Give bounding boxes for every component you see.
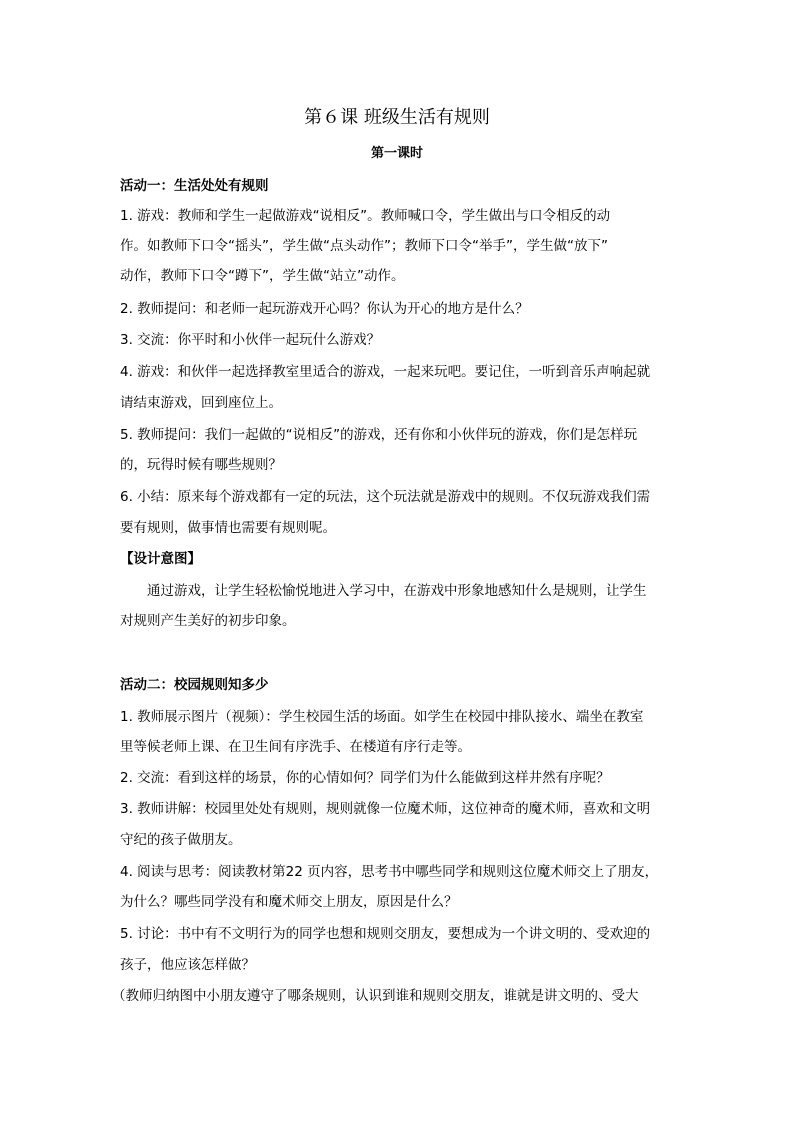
activity2-line: 1. 教师展示图片（视频）：学生校园生活的场面。如学生在校园中排队接水、端坐在教室 [120,709,644,725]
activity1-line: 作。如教师下口令“摇头”，学生做“点头动作”；教师下口令“举手”，学生做“放下” [120,238,608,254]
activity1-heading: 活动一：生活处处有规则 [120,178,269,194]
design-line: 通过游戏，让学生轻松愉悦地进入学习中，在游戏中形象地感知什么是规则，让学生 [120,583,647,599]
activity1-line: 4. 游戏：和伙伴一起选择教室里适合的游戏，一起来玩吧。要记住，一听到音乐声响起就 [120,364,651,380]
activity2-heading: 活动二：校园规则知多少 [120,677,269,693]
activity2-line: 孩子，他应该怎样做？ [120,957,255,973]
activity2-line: 守纪的孩子做朋友。 [120,832,242,848]
activity1-line: 2. 教师提问：和老师一起玩游戏开心吗？你认为开心的地方是什么？ [120,301,529,317]
activity1-line: 6. 小结：原来每个游戏都有一定的玩法，这个玩法就是游戏中的规则。不仅玩游戏我们需 [120,489,651,505]
activity1-line: 的，玩得时候有哪些规则？ [120,457,282,473]
activity2-line: 里等候老师上课、在卫生间有序洗手、在楼道有序行走等。 [120,739,471,755]
lesson-title: 第６课 班级生活有规则 [304,107,490,128]
activity1-line: 5. 教师提问：我们一起做的“说相反”的游戏，还有你和小伙伴玩的游戏，你们是怎样玩 [120,427,638,443]
activity2-line: 4. 阅读与思考：阅读教材第22 页内容，思考书中哪些同学和规则这位魔术师交上了朋友， [120,864,659,880]
activity2-line: 5. 讨论：书中有不文明行为的同学也想和规则交朋友，要想成为一个讲文明的、受欢迎的 [120,926,651,942]
activity1-line: 请结束游戏，回到座位上。 [120,395,282,411]
design-line: 对规则产生美好的初步印象。 [120,613,296,629]
activity1-line: 要有规则，做事情也需要有规则呢。 [120,520,336,536]
lesson-subtitle: 第一课时 [370,146,423,161]
activity2-line: 3. 教师讲解：校园里处处有规则，规则就像一位魔术师，这位神奇的魔术师，喜欢和文明 [120,801,651,817]
design-heading: 【设计意图】 [120,551,201,567]
activity1-line: 3. 交流：你平时和小伙伴一起玩什么游戏？ [120,332,381,348]
activity1-line: 1. 游戏：教师和学生一起做游戏“说相反”。教师喊口令，学生做出与口令相反的动 [120,208,611,224]
activity2-line: 为什么？哪些同学没有和魔术师交上朋友，原因是什么？ [120,894,458,910]
activity1-line: 动作，教师下口令“蹲下”，学生做“站立”动作。 [120,268,405,284]
activity2-line: （教师归纳图中小朋友遵守了哪条规则，认识到谁和规则交朋友，谁就是讲文明的、受大 [112,988,639,1004]
activity2-line: 2. 交流：看到这样的场景，你的心情如何？同学们为什么能做到这样井然有序呢？ [120,770,610,786]
